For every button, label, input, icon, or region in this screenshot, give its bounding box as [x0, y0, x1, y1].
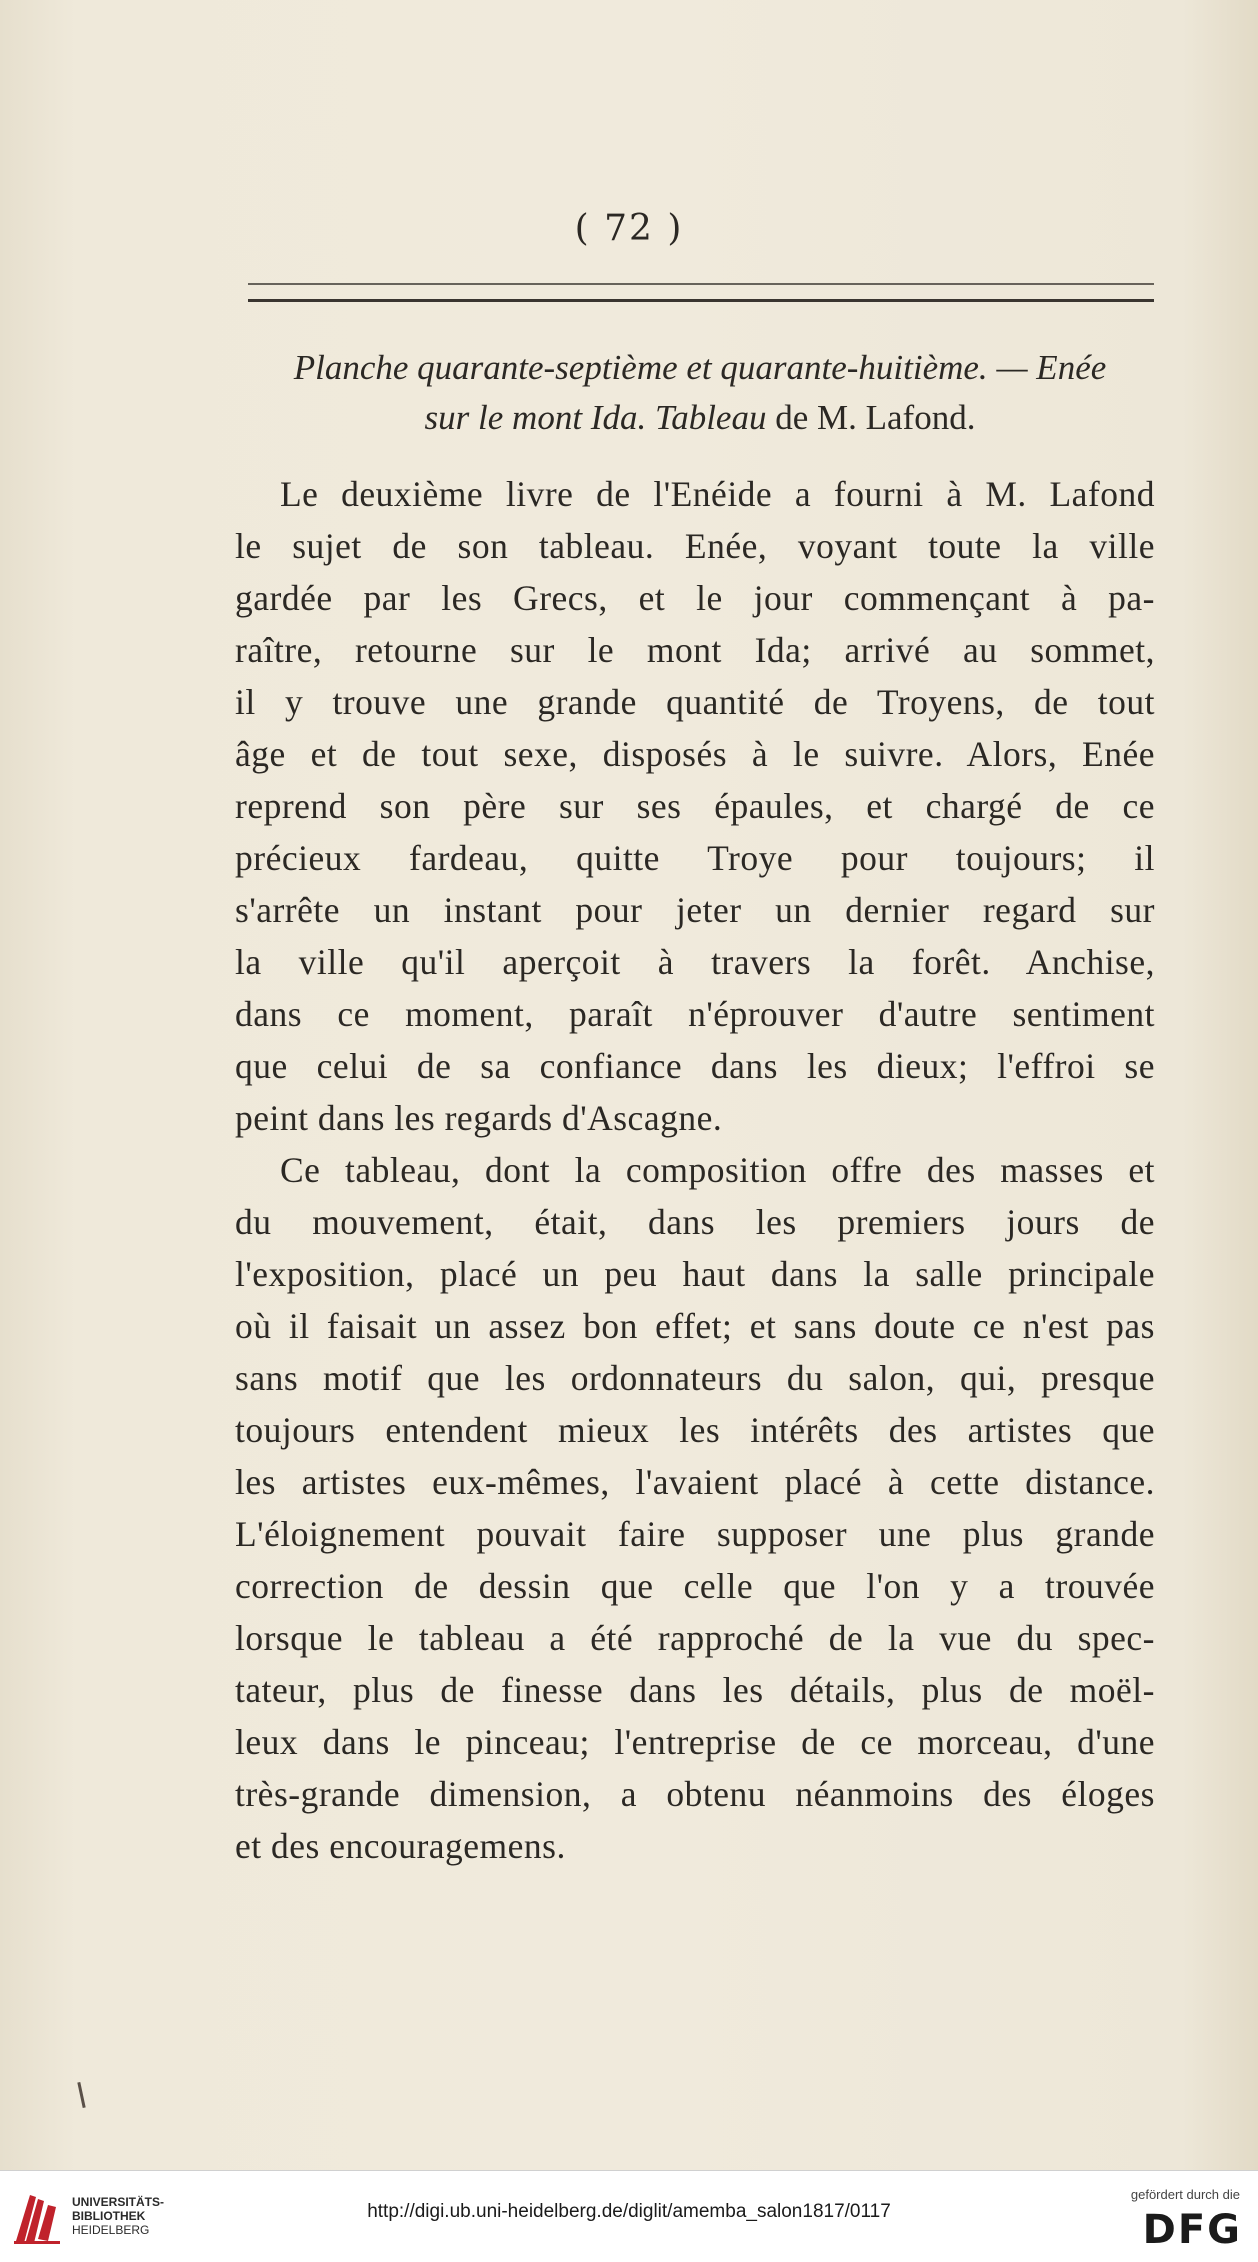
dfg-logo[interactable]: DFG [1142, 2207, 1242, 2253]
header-rule-thin [248, 283, 1154, 285]
text-line: correction de dessin que celle que l'on y a trouvée [235, 1566, 1155, 1606]
heading-line-2 [235, 393, 1165, 443]
text-line: où il faisait un assez bon effet; et sans doute ce n'est pas [235, 1306, 1155, 1346]
viewer-footer [0, 2170, 1258, 2262]
text-line: s'arrête un instant pour jeter un dernier regard sur [235, 890, 1155, 930]
text-line: gardée par les Grecs, et le jour commençant à pa- [235, 578, 1155, 618]
text-line: peint dans les regards d'Ascagne. [235, 1098, 723, 1138]
library-name: UNIVERSITÄTS- BIBLIOTHEK HEIDELBERG [72, 2195, 165, 2237]
text-line: toujours entendent mieux les intérêts des artistes que [235, 1410, 1155, 1450]
body-text [235, 468, 1155, 1872]
text-line: précieux fardeau, quitte Troye pour toujours; il [235, 838, 1155, 878]
section-heading [235, 343, 1165, 443]
text-line: âge et de tout sexe, disposés à le suivre. Alors, Enée [235, 734, 1155, 774]
header-rule-thick [248, 299, 1154, 302]
funder-caption: gefördert durch die [1130, 2187, 1240, 2202]
text-line: lorsque le tableau a été rapproché de la vue du spec- [235, 1618, 1155, 1658]
text-line: sans motif que les ordonnateurs du salon, qui, presque [235, 1358, 1155, 1398]
text-line: que celui de sa confiance dans les dieux; l'effroi se [235, 1046, 1155, 1086]
heading-artist: de M. Lafond. [775, 398, 976, 437]
text-line: du mouvement, était, dans les premiers jours de [235, 1202, 1155, 1242]
text-line: raître, retourne sur le mont Ida; arrivé au sommet, [235, 630, 1155, 670]
text-line: tateur, plus de finesse dans les détails, plus de moël- [235, 1670, 1155, 1710]
text-line: leux dans le pinceau; l'entreprise de ce morceau, d'une [235, 1722, 1155, 1762]
text-line: les artistes eux-mêmes, l'avaient placé à cette distance. [235, 1462, 1155, 1502]
text-line: L'éloignement pouvait faire supposer une plus grande [235, 1514, 1155, 1554]
text-line: la ville qu'il aperçoit à travers la forêt. Anchise, [235, 942, 1155, 982]
text-line: le sujet de son tableau. Enée, voyant toute la ville [235, 526, 1155, 566]
page-number: ( 72 ) [574, 208, 684, 249]
text-line: reprend son père sur ses épaules, et chargé de ce [235, 786, 1155, 826]
text-line: et des encouragemens. [235, 1826, 566, 1866]
heading-title-cont: — Enée [996, 348, 1107, 387]
ink-mark [77, 2082, 85, 2108]
text-line: très-grande dimension, a obtenu néanmoins des éloges [235, 1774, 1155, 1814]
text-line: il y trouve une grande quantité de Troyens, de tout [235, 682, 1155, 722]
text-line: l'exposition, placé un peu haut dans la salle principale [235, 1254, 1155, 1294]
permalink-url[interactable]: http://digi.ub.uni-heidelberg.de/diglit/amemba_salon1817/0117 [367, 2201, 891, 2222]
text-line: Le deuxième livre de l'Enéide a fourni à M. Lafond [280, 474, 1155, 514]
text-line: Ce tableau, dont la composition offre des masses et [280, 1150, 1155, 1190]
heading-subject: sur le mont Ida. Tableau [424, 398, 767, 437]
text-line: dans ce moment, paraît n'éprouver d'autre sentiment [235, 994, 1155, 1034]
heading-title: Planche quarante-septième et quarante-huitième. [293, 348, 988, 387]
heading-line-1 [235, 343, 1165, 393]
